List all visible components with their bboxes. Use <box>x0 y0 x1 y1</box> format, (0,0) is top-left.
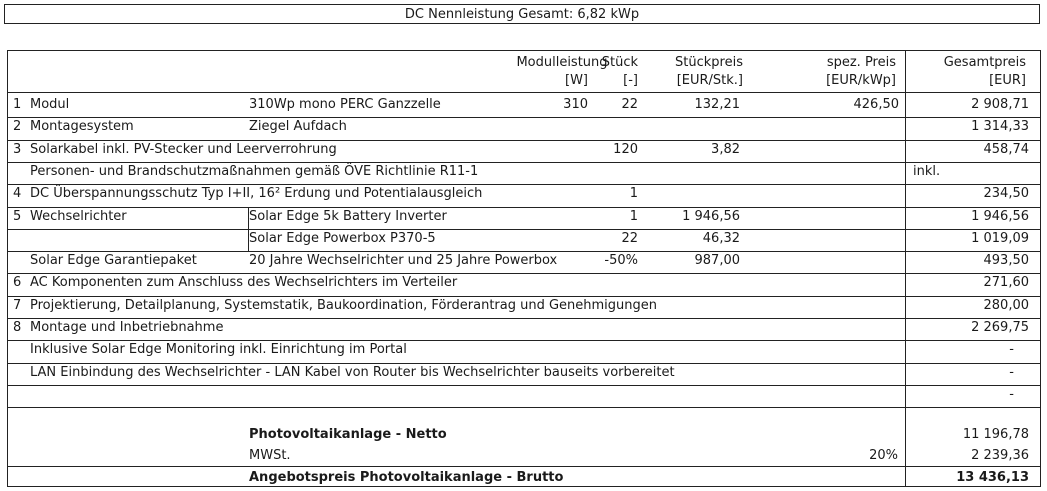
row-gesamtpreis: 458,74 <box>983 141 1029 157</box>
col-header-stueckpreis: Stückpreis <box>675 55 743 70</box>
row-description: 20 Jahre Wechselrichter und 25 Jahre Powerbox <box>249 253 558 269</box>
row-description: 310Wp mono PERC Ganzzelle <box>249 97 441 112</box>
row-gesamtpreis: 1 946,56 <box>971 208 1029 224</box>
brutto-label: Angebotspreis Photovoltaikanlage - Brutto <box>249 470 564 485</box>
row-gesamtpreis: 1 314,33 <box>971 119 1029 135</box>
row-gesamtpreis: 280,00 <box>983 297 1029 313</box>
row-divider <box>8 273 1040 274</box>
row-title: Solar Edge Garantiepaket <box>30 253 197 269</box>
row-divider <box>8 207 1040 208</box>
row-spez-preis: 426,50 <box>853 97 899 112</box>
brutto-divider <box>8 466 1040 467</box>
row-gesamtpreis: 1 019,09 <box>971 230 1029 246</box>
row-description: Solar Edge Powerbox P370-5 <box>249 230 436 246</box>
row-divider <box>8 363 1040 364</box>
row-number: 7 <box>13 297 22 313</box>
quote-table <box>7 50 1041 487</box>
row-divider <box>8 340 1040 341</box>
mwst-label: MWSt. <box>249 448 291 463</box>
row-number: 3 <box>13 141 22 157</box>
col-header-modulleistung: Modulleistung <box>516 55 608 70</box>
col-header-spez-preis-unit: [EUR/kWp] <box>826 73 896 88</box>
gesamtpreis-column-divider <box>905 51 906 486</box>
row-stueck: 22 <box>621 230 638 246</box>
row-number: 6 <box>13 275 22 291</box>
row-number: 5 <box>13 208 22 224</box>
row-stueckpreis: 132,21 <box>694 97 740 112</box>
row-number: 8 <box>13 320 22 335</box>
col-header-stueck: Stück <box>601 55 638 70</box>
row-gesamtpreis: 271,60 <box>983 275 1029 291</box>
netto-value: 11 196,78 <box>962 427 1029 442</box>
row-stueckpreis: 3,82 <box>711 141 740 157</box>
row-stueckpreis: 987,00 <box>694 253 740 269</box>
row-divider <box>8 251 1040 252</box>
row-title: Inklusive Solar Edge Monitoring inkl. Einrichtung im Portal <box>30 342 407 358</box>
row-divider <box>8 229 1040 230</box>
row-gesamtpreis: 493,50 <box>983 253 1029 269</box>
row-title: AC Komponenten zum Anschluss des Wechselrichters im Verteiler <box>30 275 458 291</box>
row-gesamtpreis: inkl. <box>913 163 941 179</box>
row-gesamtpreis: - <box>1009 364 1014 380</box>
row-gesamtpreis: 234,50 <box>983 186 1029 202</box>
row-stueck: 1 <box>629 208 638 224</box>
row-stueckpreis: 1 946,56 <box>682 208 740 224</box>
col-header-stueckpreis-unit: [EUR/Stk.] <box>676 73 743 88</box>
mwst-rate: 20% <box>869 448 898 463</box>
row-title: Modul <box>30 97 70 112</box>
row-divider <box>8 117 1040 118</box>
row-gesamtpreis: 2 908,71 <box>971 97 1029 112</box>
row-number: 1 <box>13 97 22 112</box>
col-header-modulleistung-unit: [W] <box>565 73 588 88</box>
row-number: 2 <box>13 119 22 135</box>
row-divider <box>8 140 1040 141</box>
row-divider <box>8 318 1040 319</box>
col-header-stueck-unit: [-] <box>623 73 638 88</box>
netto-label: Photovoltaikanlage - Netto <box>249 427 447 442</box>
col-header-gesamtpreis-unit: [EUR] <box>989 73 1026 88</box>
row-description: Solar Edge 5k Battery Inverter <box>249 208 447 224</box>
row-divider <box>8 385 1040 386</box>
row-divider <box>8 162 1040 163</box>
col-header-gesamtpreis: Gesamtpreis <box>943 55 1026 70</box>
row-modulleistung: 310 <box>563 97 588 112</box>
row-title: DC Überspannungsschutz Typ I+II, 16² Erdung und Potentialausgleich <box>30 186 483 202</box>
row-stueck: 120 <box>613 141 638 157</box>
row-divider <box>8 407 1040 408</box>
row-stueckpreis: 46,32 <box>702 230 740 246</box>
brutto-value: 13 436,13 <box>956 470 1029 485</box>
row-title: Projektierung, Detailplanung, Systemstatik, Baukoordination, Förderantrag und Genehmigungen <box>30 297 658 313</box>
dc-nennleistung-header: DC Nennleistung Gesamt: 6,82 kWp <box>4 4 1040 24</box>
row-title: Wechselrichter <box>30 208 127 224</box>
row-description: Ziegel Aufdach <box>249 119 347 135</box>
description-divider <box>248 207 249 252</box>
header-divider <box>8 92 1040 93</box>
row-divider <box>8 296 1040 297</box>
row-stueck: 1 <box>629 186 638 202</box>
row-gesamtpreis: - <box>1009 386 1014 402</box>
row-stueck: -50% <box>604 253 638 269</box>
mwst-value: 2 239,36 <box>971 448 1029 463</box>
row-gesamtpreis: - <box>1009 342 1014 358</box>
row-gesamtpreis: 2 269,75 <box>971 320 1029 335</box>
row-title: Montage und Inbetriebnahme <box>30 320 224 335</box>
row-title: Personen- und Brandschutzmaßnahmen gemäß ÖVE Richtlinie R11-1 <box>30 163 479 179</box>
row-stueck: 22 <box>621 97 638 112</box>
row-title: Montagesystem <box>30 119 134 135</box>
row-title: LAN Einbindung des Wechselrichter - LAN Kabel von Router bis Wechselrichter bauseits vorbereitet <box>30 364 675 380</box>
col-header-spez-preis: spez. Preis <box>826 55 896 70</box>
row-number: 4 <box>13 186 22 202</box>
row-title: Solarkabel inkl. PV-Stecker und Leerverrohrung <box>30 141 337 157</box>
